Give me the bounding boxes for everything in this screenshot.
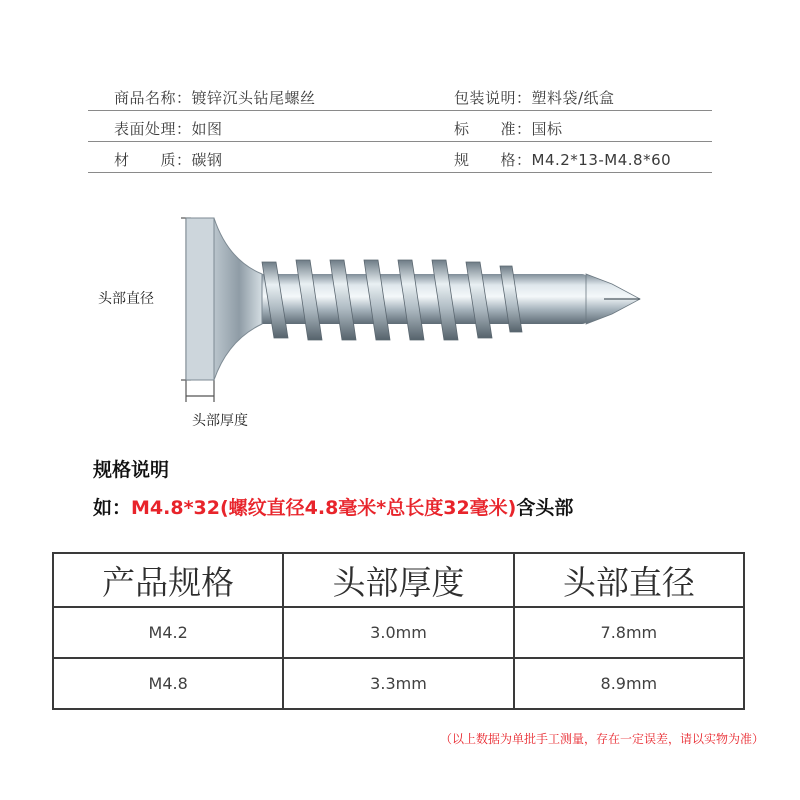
header-head-thickness: 头部厚度 bbox=[283, 553, 513, 607]
table-cell: 8.9mm bbox=[514, 658, 744, 709]
table-header-row bbox=[53, 553, 744, 607]
header-head-diameter: 头部直径 bbox=[514, 553, 744, 607]
packaging: 包装说明：塑料袋/纸盒 bbox=[454, 89, 615, 107]
table-cell: 3.3mm bbox=[283, 658, 513, 709]
info-row bbox=[88, 142, 712, 173]
spec-prefix: 如： bbox=[93, 497, 132, 519]
spec-title: 规格说明 bbox=[93, 459, 170, 481]
spec-example bbox=[93, 493, 573, 520]
head-diameter-label: 头部直径 bbox=[98, 291, 154, 307]
table-row bbox=[53, 658, 744, 709]
product-name: 商品名称：镀锌沉头钻尾螺丝 bbox=[114, 89, 316, 107]
standard: 标 准：国标 bbox=[454, 120, 563, 138]
info-row bbox=[88, 80, 712, 111]
table-cell: 3.0mm bbox=[283, 607, 513, 658]
spec-highlight: M4.8*32(螺纹直径4.8毫米*总长度32毫米) bbox=[131, 497, 517, 519]
specification: 规 格：M4.2*13-M4.8*60 bbox=[454, 151, 672, 169]
spec-suffix: 含头部 bbox=[516, 497, 574, 519]
measurement-note: （以上数据为单批手工测量，存在一定误差，请以实物为准） bbox=[439, 732, 764, 746]
spec-table bbox=[52, 552, 745, 710]
surface-treatment: 表面处理：如图 bbox=[114, 120, 223, 138]
screw-figure bbox=[0, 200, 800, 440]
table-cell: 7.8mm bbox=[514, 607, 744, 658]
header-model: 产品规格 bbox=[53, 553, 283, 607]
material: 材 质：碳钢 bbox=[114, 151, 223, 169]
screw-image bbox=[0, 200, 800, 440]
info-row bbox=[88, 111, 712, 142]
table-row bbox=[53, 607, 744, 658]
head-thickness-label: 头部厚度 bbox=[192, 413, 248, 429]
table-cell: M4.2 bbox=[53, 607, 283, 658]
product-info-table bbox=[88, 80, 712, 173]
head-face bbox=[186, 218, 214, 380]
table-cell: M4.8 bbox=[53, 658, 283, 709]
